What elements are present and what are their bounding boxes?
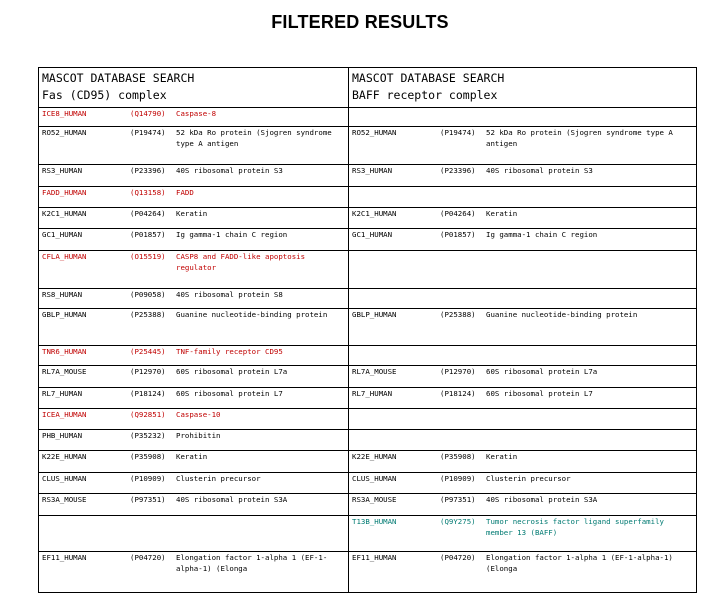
protein-row [39,251,697,289]
protein-id: RO52_HUMAN [42,128,87,137]
protein-id: ICE8_HUMAN [42,109,87,118]
protein-entry [352,310,693,321]
accession: (P35908) [130,452,166,461]
fas-cell [39,127,349,165]
protein-entry [352,166,693,177]
protein-id: K2C1_HUMAN [352,209,397,218]
accession: (Q14790) [130,109,166,118]
protein-id: CLUS_HUMAN [42,474,87,483]
protein-entry [42,367,345,378]
protein-description: 40S ribosomal protein S8 [176,290,283,299]
protein-entry [42,109,345,120]
accession: (P35232) [130,431,166,440]
baff-cell [349,289,697,309]
protein-id: RS3_HUMAN [42,166,83,175]
accession: (Q9Y275) [440,517,476,526]
protein-row [39,229,697,251]
protein-id: RS3A_MOUSE [352,495,397,504]
protein-entry [352,474,693,485]
results-body [39,68,697,593]
fas-cell [39,251,349,289]
protein-id: GBLP_HUMAN [352,310,397,319]
protein-id: K2C1_HUMAN [42,209,87,218]
protein-id: K22E_HUMAN [352,452,397,461]
protein-description: Ig gamma-1 chain C region [486,230,598,239]
protein-row [39,388,697,409]
protein-entry [352,230,693,241]
protein-id: RS3A_MOUSE [42,495,87,504]
protein-row [39,552,697,593]
protein-entry [42,209,345,220]
protein-row [39,494,697,516]
accession: (P25388) [440,310,476,319]
baff-header-line2: BAFF receptor complex [352,88,498,102]
protein-description: Ig gamma-1 chain C region [176,230,288,239]
baff-cell [349,388,697,409]
protein-row [39,289,697,309]
baff-cell [349,494,697,516]
baff-cell [349,409,697,430]
protein-id: TNR6_HUMAN [42,347,87,356]
protein-description: Tumor necrosis factor ligand superfamily member 13 (BAFF) [486,517,664,537]
protein-description: 60S ribosomal protein L7a [176,367,288,376]
protein-description: Caspase-10 [176,410,221,419]
protein-entry [352,495,693,506]
protein-id: T13B_HUMAN [352,517,397,526]
protein-id: EF11_HUMAN [352,553,397,562]
protein-description: 60S ribosomal protein L7 [176,389,283,398]
fas-header-line2: Fas (CD95) complex [42,88,167,102]
baff-cell [349,366,697,388]
protein-row [39,451,697,473]
accession: (P01857) [130,230,166,239]
protein-entry [352,553,693,574]
baff-cell [349,430,697,451]
protein-description: Prohibitin [176,431,221,440]
protein-description: 52 kDa Ro protein (Sjogren syndrome type A antigen [486,128,673,148]
fas-header-line1: MASCOT DATABASE SEARCH [42,71,195,85]
protein-description: Caspase-8 [176,109,217,118]
protein-row [39,516,697,552]
protein-row [39,409,697,430]
protein-entry [42,474,345,485]
fas-cell [39,309,349,346]
fas-cell [39,187,349,208]
protein-row [39,127,697,165]
accession: (P23396) [440,166,476,175]
baff-cell [349,229,697,251]
accession: (P18124) [130,389,166,398]
accession: (P97351) [440,495,476,504]
protein-id: RL7_HUMAN [42,389,83,398]
accession: (P18124) [440,389,476,398]
protein-row [39,208,697,229]
accession: (P97351) [130,495,166,504]
accession: (P19474) [440,128,476,137]
header-row [39,68,697,108]
baff-header-cell [349,68,697,108]
baff-cell [349,127,697,165]
protein-id: RL7A_MOUSE [42,367,87,376]
protein-row [39,187,697,208]
accession: (P04720) [440,553,476,562]
protein-id: GBLP_HUMAN [42,310,87,319]
accession: (P35908) [440,452,476,461]
protein-description: Keratin [486,452,518,461]
protein-row [39,430,697,451]
protein-description: 60S ribosomal protein L7 [486,389,593,398]
protein-entry [352,128,693,149]
accession: (Q92851) [130,410,166,419]
baff-cell [349,309,697,346]
protein-entry [42,431,345,442]
protein-id: RO52_HUMAN [352,128,397,137]
protein-description: Elongation factor 1-alpha 1 (EF-1-alpha-1) (Elonga [176,553,328,573]
protein-description: TNF-family receptor CD95 [176,347,283,356]
protein-entry [42,166,345,177]
protein-entry [42,410,345,421]
accession: (P25445) [130,347,166,356]
protein-id: ICEA_HUMAN [42,410,87,419]
protein-row [39,165,697,187]
fas-cell [39,366,349,388]
page-title: FILTERED RESULTS [271,12,449,32]
baff-cell [349,516,697,552]
baff-cell [349,108,697,127]
protein-row [39,366,697,388]
baff-cell [349,451,697,473]
fas-cell [39,409,349,430]
accession: (P04720) [130,553,166,562]
protein-row [39,309,697,346]
protein-id: RS3_HUMAN [352,166,393,175]
protein-entry [42,347,345,358]
accession: (P10909) [130,474,166,483]
protein-id: CLUS_HUMAN [352,474,397,483]
protein-entry [352,517,693,538]
fas-cell [39,494,349,516]
accession: (P10909) [440,474,476,483]
protein-id: GC1_HUMAN [352,230,393,239]
baff-cell [349,187,697,208]
accession: (P25388) [130,310,166,319]
protein-entry [42,310,345,321]
protein-id: K22E_HUMAN [42,452,87,461]
protein-id: EF11_HUMAN [42,553,87,562]
fas-cell [39,516,349,552]
protein-description: Keratin [176,209,208,218]
protein-id: RL7_HUMAN [352,389,393,398]
accession: (P12970) [130,367,166,376]
protein-id: RL7A_MOUSE [352,367,397,376]
fas-cell [39,208,349,229]
accession: (P19474) [130,128,166,137]
protein-id: PHB_HUMAN [42,431,83,440]
fas-header-cell [39,68,349,108]
results-table [38,67,697,593]
protein-description: 40S ribosomal protein S3A [176,495,288,504]
protein-description: FADD [176,188,194,197]
baff-cell [349,552,697,593]
protein-entry [42,230,345,241]
protein-id: FADD_HUMAN [42,188,87,197]
accession: (P04264) [440,209,476,218]
fas-cell [39,346,349,366]
fas-cell [39,430,349,451]
protein-description: Clusterin precursor [486,474,571,483]
protein-row [39,346,697,366]
protein-entry [42,128,345,149]
protein-entry [42,495,345,506]
protein-entry [352,209,693,220]
fas-cell [39,473,349,494]
protein-entry [352,389,693,400]
protein-description: 60S ribosomal protein L7a [486,367,598,376]
baff-cell [349,251,697,289]
fas-cell [39,229,349,251]
protein-description: 40S ribosomal protein S3 [486,166,593,175]
protein-entry [42,252,345,273]
accession: (O15519) [130,252,166,261]
protein-entry [42,290,345,301]
protein-row [39,473,697,494]
protein-entry [42,188,345,199]
protein-id: RS8_HUMAN [42,290,83,299]
fas-cell [39,388,349,409]
baff-cell [349,165,697,187]
protein-entry [352,452,693,463]
fas-cell [39,108,349,127]
accession: (Q13158) [130,188,166,197]
protein-entry [42,452,345,463]
protein-id: CFLA_HUMAN [42,252,87,261]
accession: (P04264) [130,209,166,218]
protein-description: Guanine nucleotide-binding protein [486,310,638,319]
baff-header-line1: MASCOT DATABASE SEARCH [352,71,505,85]
protein-entry [42,553,345,574]
accession: (P23396) [130,166,166,175]
protein-description: Keratin [486,209,518,218]
fas-cell [39,451,349,473]
protein-description: Keratin [176,452,208,461]
fas-cell [39,552,349,593]
protein-description: CASP8 and FADD-like apoptosis regulator [176,252,306,272]
protein-description: Clusterin precursor [176,474,261,483]
protein-entry [352,367,693,378]
fas-cell [39,165,349,187]
protein-description: Guanine nucleotide-binding protein [176,310,328,319]
baff-cell [349,473,697,494]
accession: (P09058) [130,290,166,299]
baff-cell [349,208,697,229]
baff-cell [349,346,697,366]
protein-description: 40S ribosomal protein S3 [176,166,283,175]
protein-id: GC1_HUMAN [42,230,83,239]
protein-description: Elongation factor 1-alpha 1 (EF-1-alpha-1) (Elonga [486,553,673,573]
accession: (P12970) [440,367,476,376]
fas-cell [39,289,349,309]
protein-description: 52 kDa Ro protein (Sjogren syndrome type A antigen [176,128,332,148]
protein-row [39,108,697,127]
protein-description: 40S ribosomal protein S3A [486,495,598,504]
protein-entry [42,389,345,400]
accession: (P01857) [440,230,476,239]
